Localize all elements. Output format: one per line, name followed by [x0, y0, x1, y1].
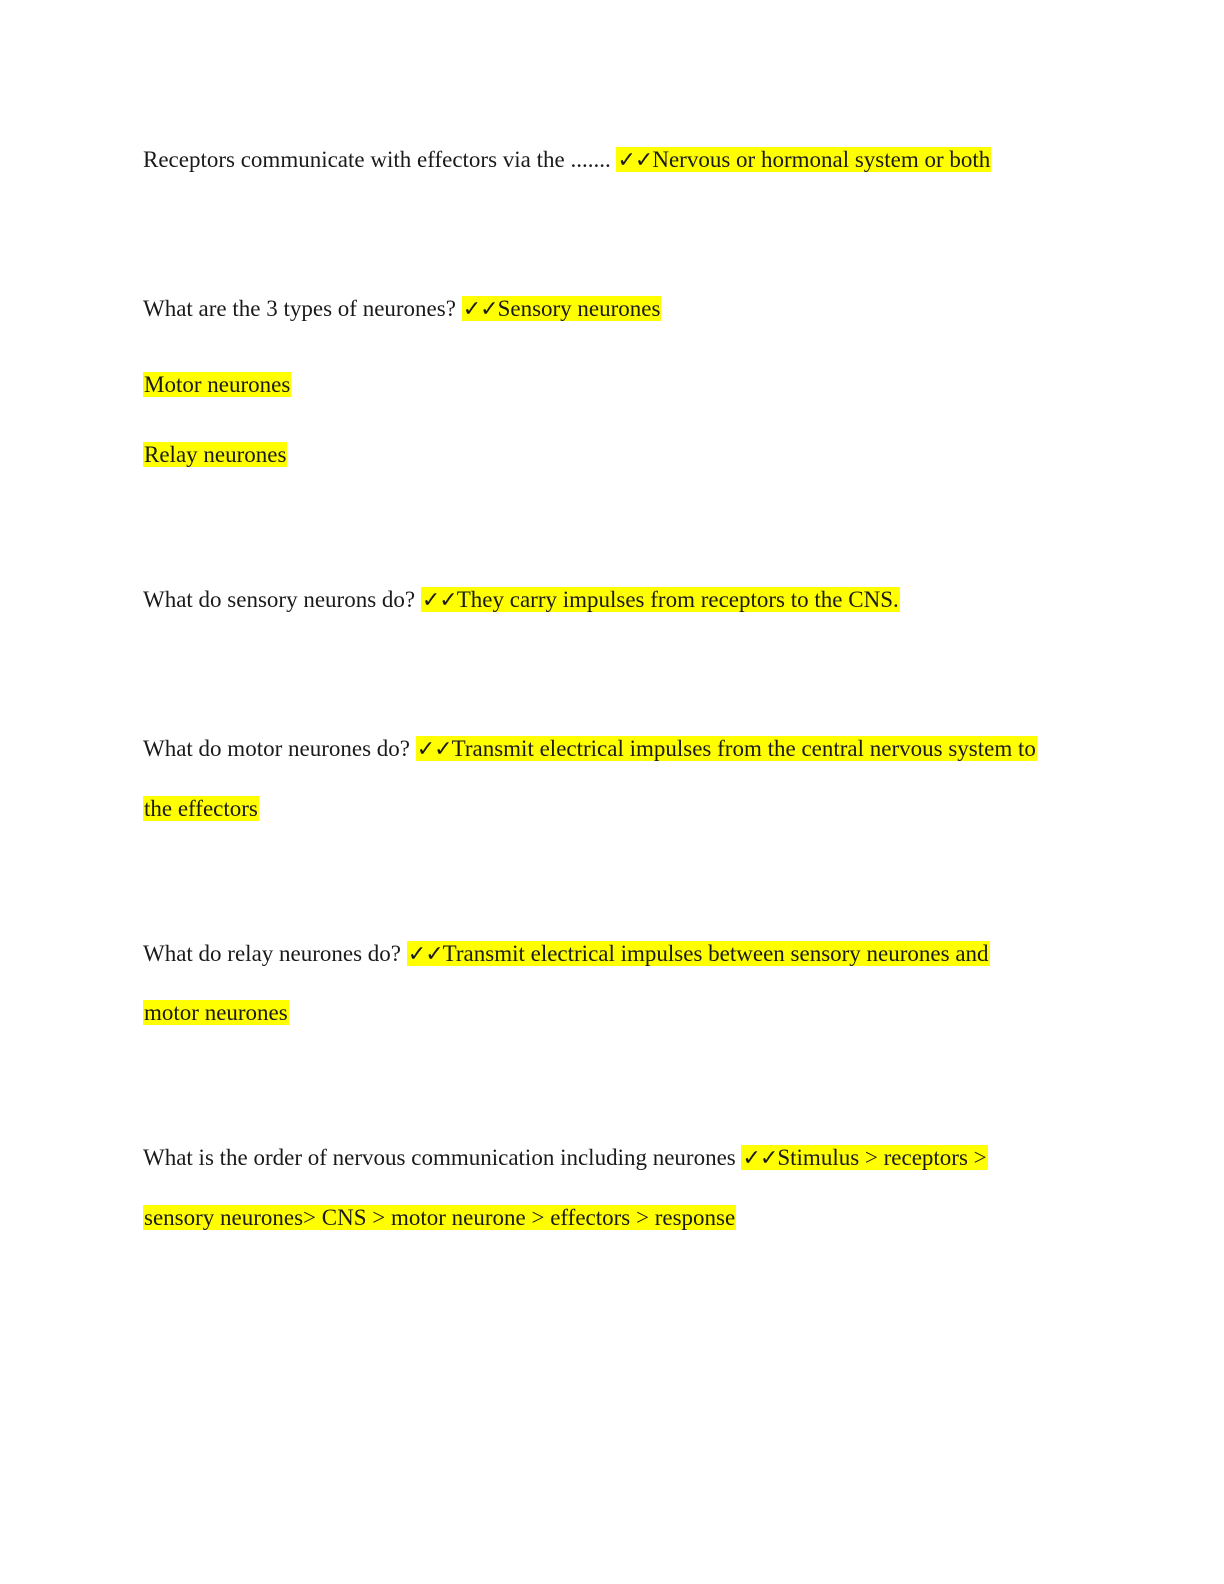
qa-6-answer-line-2: sensory neurones> CNS > motor neurone > effectors > response [144, 1205, 736, 1230]
qa-1-answer-highlight [616, 147, 991, 172]
double-check-icon: ✓✓ [421, 588, 457, 613]
qa-4-question: What do motor neurones do? [143, 736, 416, 761]
qa-1-question: Receptors communicate with effectors via the ....... [143, 147, 617, 172]
qa-5-line-2 [143, 997, 289, 1029]
qa-5-question: What do relay neurones do? [143, 941, 407, 966]
qa-6-line-2 [143, 1202, 736, 1234]
qa-3-line-1 [143, 584, 900, 617]
qa-2-line-3 [143, 439, 287, 471]
qa-2-question: What are the 3 types of neurones? [143, 296, 462, 321]
qa-2-line-1 [143, 293, 661, 326]
qa-5-answer-line-2: motor neurones [144, 1000, 288, 1025]
qa-1-line-1 [143, 144, 991, 177]
qa-3-question: What do sensory neurons do? [143, 587, 421, 612]
double-check-icon: ✓✓ [407, 942, 443, 967]
qa-4-line-2 [143, 793, 259, 825]
qa-5-answer-highlight [407, 941, 990, 966]
qa-4-answer-line-2: the effectors [144, 796, 258, 821]
double-check-icon: ✓✓ [462, 297, 498, 322]
qa-6-answer-line-1: Stimulus > receptors > [777, 1145, 987, 1170]
qa-2-answer-line-1: Sensory neurones [497, 296, 661, 321]
qa-2-line-2 [143, 369, 291, 401]
qa-2-answer-line-2: Motor neurones [144, 372, 291, 397]
qa-6-question: What is the order of nervous communication including neurones [143, 1145, 742, 1170]
qa-4-line-1 [143, 733, 1037, 766]
qa-5-line-1 [143, 938, 990, 971]
qa-2-answer-line-3: Relay neurones [144, 442, 287, 467]
qa-1-answer-line-1: Nervous or hormonal system or both [652, 147, 991, 172]
qa-3-answer-line-1: They carry impulses from receptors to the CNS. [456, 587, 899, 612]
qa-3-answer-highlight [421, 587, 900, 612]
double-check-icon: ✓✓ [416, 737, 452, 762]
qa-4-answer-line-1: Transmit electrical impulses from the central nervous system to [451, 736, 1036, 761]
qa-5-answer-line-1: Transmit electrical impulses between sensory neurones and [442, 941, 989, 966]
qa-6-line-1 [143, 1142, 988, 1175]
qa-4-answer-highlight [416, 736, 1037, 761]
double-check-icon: ✓✓ [617, 148, 653, 173]
qa-6-answer-highlight [741, 1145, 987, 1170]
double-check-icon: ✓✓ [742, 1146, 778, 1171]
qa-2-answer-highlight [462, 296, 662, 321]
